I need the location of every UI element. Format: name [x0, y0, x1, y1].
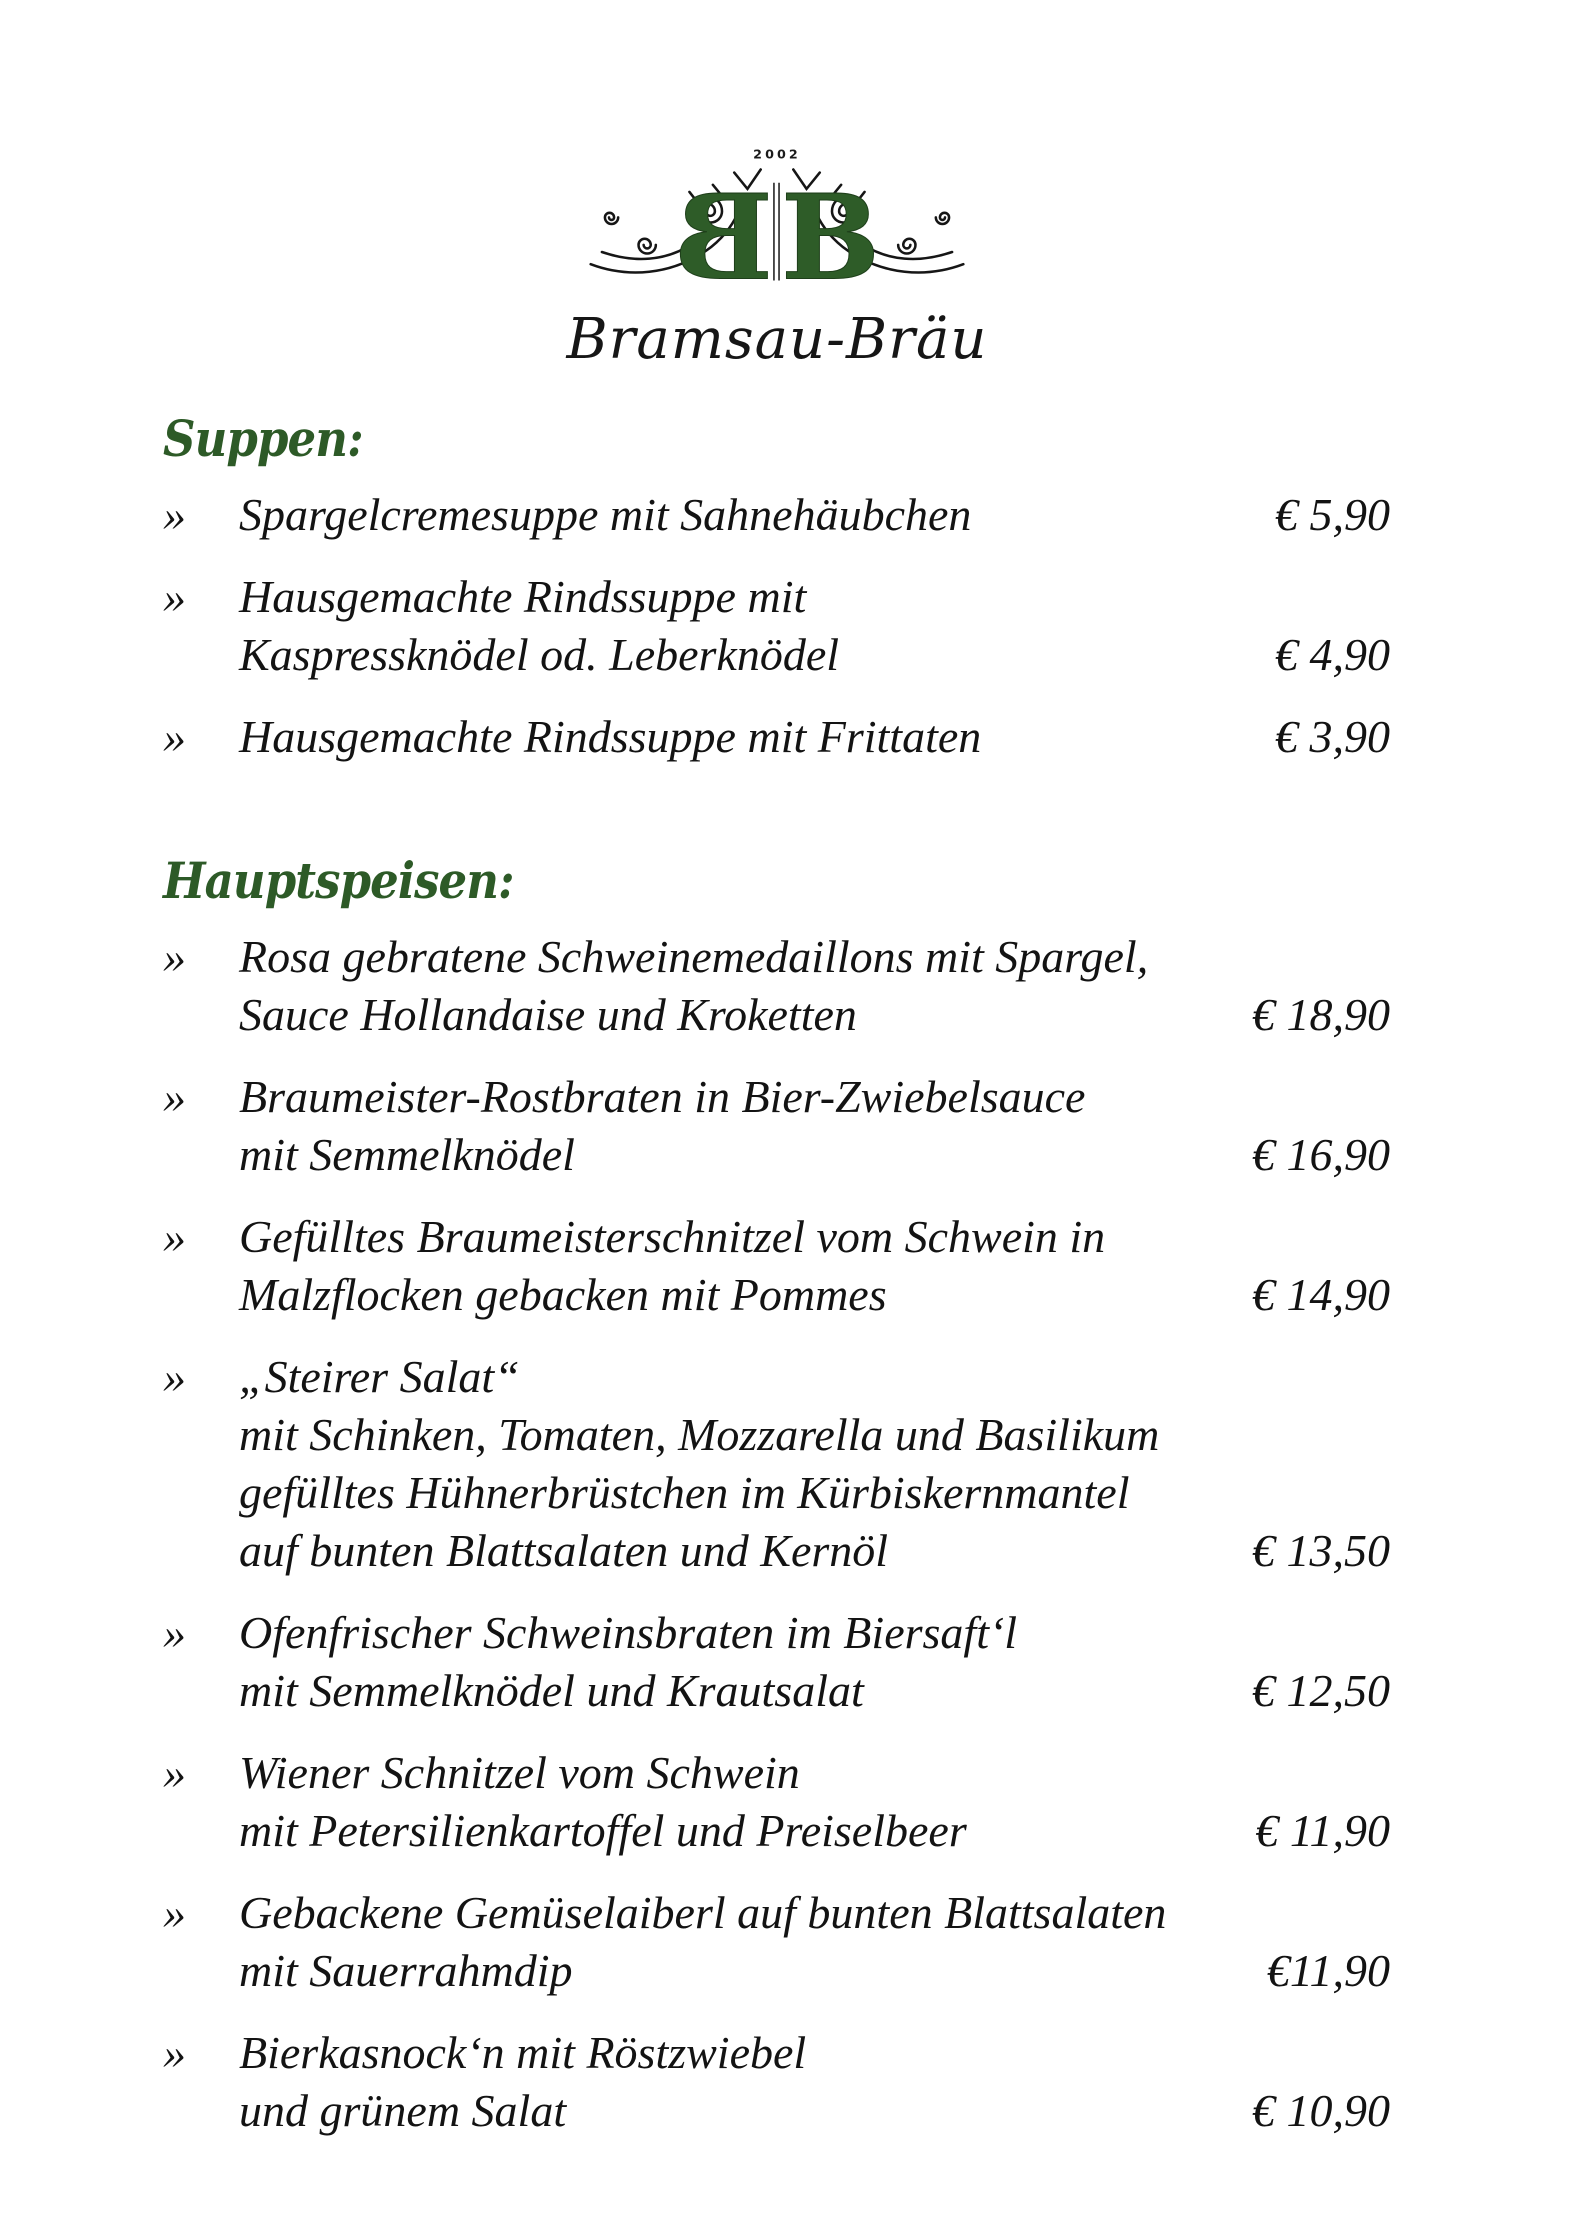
menu-item [163, 928, 1390, 1044]
section-items [163, 928, 1390, 2140]
item-line: Rosa gebratene Schweinemedaillons mit Spargel, [239, 931, 1149, 982]
item-line: Hausgemachte Rindssuppe mit Frittaten [239, 711, 982, 762]
item-price: € 16,90 [1252, 1129, 1390, 1180]
section-heading: Hauptspeisen: [163, 851, 514, 910]
item-price: € 4,90 [1275, 629, 1390, 680]
item-price: € 5,90 [1275, 489, 1390, 540]
menu-item [163, 2024, 1390, 2140]
item-line: Gebackene Gemüselaiberl auf bunten Blattsalaten [239, 1887, 1167, 1938]
item-lines [239, 708, 1275, 766]
menu-item [163, 1208, 1390, 1324]
item-line: Gefülltes Braumeisterschnitzel vom Schwein in [239, 1211, 1106, 1262]
item-bullet: » [163, 1071, 186, 1122]
item-price: €11,90 [1266, 1945, 1390, 1996]
item-price: € 11,90 [1255, 1805, 1390, 1856]
item-line: mit Schinken, Tomaten, Mozzarella und Basilikum [239, 1409, 1160, 1460]
item-lines [239, 928, 1252, 1044]
item-lines [239, 1348, 1252, 1580]
item-line: Spargelcremesuppe mit Sahnehäubchen [239, 489, 972, 540]
item-line: mit Semmelknödel [239, 1129, 575, 1180]
menu-sections [163, 408, 1390, 2140]
item-line: „Steirer Salat“ [239, 1351, 520, 1402]
menu-item [163, 1068, 1390, 1184]
item-line: mit Semmelknödel und Krautsalat [239, 1665, 864, 1716]
item-lines [239, 1068, 1252, 1184]
item-line: Hausgemachte Rindssuppe mit [239, 571, 807, 622]
item-price: € 10,90 [1252, 2085, 1390, 2136]
monogram-right-b: B [780, 168, 880, 307]
item-line: Kaspressknödel od. Leberknödel [239, 629, 840, 680]
monogram-left-b: B [673, 168, 773, 307]
item-price: € 12,50 [1252, 1665, 1390, 1716]
item-bullet: » [163, 1887, 186, 1938]
menu-item [163, 1604, 1390, 1720]
item-bullet: » [163, 1351, 186, 1402]
item-lines [239, 486, 1275, 544]
item-bullet: » [163, 1211, 186, 1262]
item-lines [239, 2024, 1252, 2140]
item-price: € 3,90 [1275, 711, 1390, 762]
item-bullet: » [163, 2027, 186, 2078]
item-line: Sauce Hollandaise und Kroketten [239, 989, 857, 1040]
menu-item [163, 708, 1390, 766]
item-line: Bierkasnock‘n mit Röstzwiebel [239, 2027, 807, 2078]
item-line: gefülltes Hühnerbrüstchen im Kürbiskernmantel [239, 1467, 1130, 1518]
section-items [163, 486, 1390, 766]
logo-year: 2002 [752, 146, 801, 162]
monogram-divider-lines [773, 183, 778, 281]
item-lines [239, 1604, 1252, 1720]
menu-item [163, 568, 1390, 684]
item-line: Ofenfrischer Schweinsbraten im Biersaft‘l [239, 1607, 1018, 1658]
menu-section [163, 408, 1390, 766]
item-price: € 14,90 [1252, 1269, 1390, 1320]
item-line: und grünem Salat [239, 2085, 567, 2136]
item-bullet: » [163, 571, 186, 622]
item-line: mit Sauerrahmdip [239, 1945, 573, 1996]
item-bullet: » [163, 1747, 186, 1798]
item-bullet: » [163, 489, 186, 540]
item-lines [239, 1884, 1267, 2000]
item-line: mit Petersilienkartoffel und Preiselbeer [239, 1805, 967, 1856]
item-bullet: » [163, 931, 186, 982]
menu-item [163, 1884, 1390, 2000]
menu-section [163, 850, 1390, 2140]
item-line: Braumeister-Rostbraten in Bier-Zwiebelsauce [239, 1071, 1086, 1122]
menu-item [163, 486, 1390, 544]
item-line: Wiener Schnitzel vom Schwein [239, 1747, 800, 1798]
menu-item [163, 1744, 1390, 1860]
item-line: auf bunten Blattsalaten und Kernöl [239, 1525, 889, 1576]
logo-emblem [582, 140, 972, 308]
bb-monogram [673, 168, 879, 306]
item-lines [239, 1208, 1252, 1324]
item-price: € 13,50 [1252, 1525, 1390, 1576]
item-line: Malzflocken gebacken mit Pommes [239, 1269, 887, 1320]
item-lines [239, 568, 1275, 684]
restaurant-name: Bramsau-Bräu [566, 307, 988, 372]
section-heading: Suppen: [163, 409, 363, 468]
item-price: € 18,90 [1252, 989, 1390, 1040]
restaurant-logo [567, 140, 987, 372]
item-bullet: » [163, 1607, 186, 1658]
item-bullet: » [163, 711, 186, 762]
menu-item [163, 1348, 1390, 1580]
item-lines [239, 1744, 1255, 1860]
